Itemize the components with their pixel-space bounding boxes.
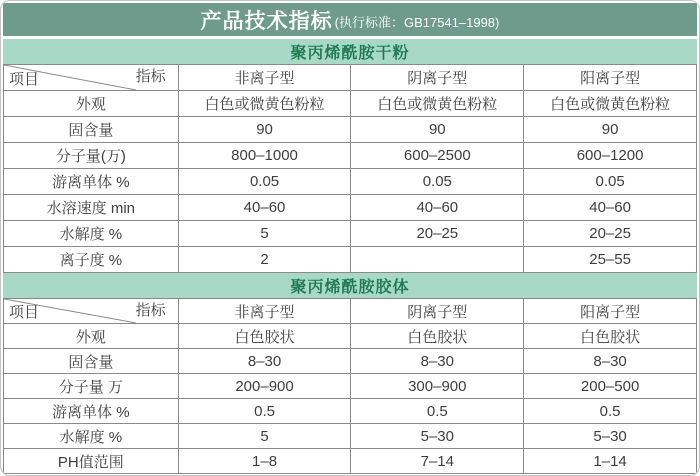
row-label: PH值范围 [4,449,179,474]
cell: 0.5 [351,399,524,424]
row-label: 游离单体 % [4,169,179,195]
row-label: 水解度 % [4,424,179,449]
table-header-row [4,65,697,91]
cell: 0.5 [524,399,697,424]
row-label: 水解度 % [4,221,179,247]
column-header-nonionic: 非离子型 [178,65,351,91]
cell: 0.05 [351,169,524,195]
table-row-hydrolysis [4,221,697,247]
table-row-appearance [4,91,697,117]
table-row-molecular-weight [4,374,697,399]
table-row-hydrolysis [4,424,697,449]
cell: 1–8 [178,449,351,474]
row-label: 外观 [4,324,179,349]
cell: 25–55 [524,247,697,273]
corner-indicator-label: 指标 [135,68,166,85]
row-label: 水溶速度 min [4,195,179,221]
column-header-cationic: 阳离子型 [524,65,697,91]
table-header-row [4,299,697,324]
spec-table-colloid [3,298,697,474]
cell: 800–1000 [178,143,351,169]
page-subtitle: (执行标准：GB17541–1998) [334,14,500,30]
cell: 0.05 [178,169,351,195]
cell: 白色胶状 [524,324,697,349]
row-label: 分子量(万) [4,143,179,169]
column-header-anionic: 阴离子型 [351,299,524,324]
corner-item-label: 项目 [9,304,40,321]
cell: 7–14 [351,449,524,474]
cell: 白色胶状 [351,324,524,349]
column-header-nonionic: 非离子型 [178,299,351,324]
row-label: 分子量 万 [4,374,179,399]
cell: 白色胶状 [178,324,351,349]
cell: 20–25 [351,221,524,247]
cell: 20–25 [524,221,697,247]
cell: 200–500 [524,374,697,399]
cell: 0.5 [178,399,351,424]
row-label: 固含量 [4,349,179,374]
row-label: 离子度 % [4,247,179,273]
cell: 白色或微黄色粉粒 [351,91,524,117]
page-title-bar [3,3,697,36]
cell: 8–30 [524,349,697,374]
table-row-solid-content [4,117,697,143]
corner-cell [4,65,179,91]
corner-indicator-label: 指标 [135,302,166,319]
cell: 8–30 [351,349,524,374]
table-row-free-monomer [4,169,697,195]
cell: 8–30 [178,349,351,374]
row-label: 固含量 [4,117,179,143]
page-title: 产品技术指标 [200,9,333,33]
cell: 40–60 [524,195,697,221]
cell: 白色或微黄色粉粒 [178,91,351,117]
cell: 600–1200 [524,143,697,169]
cell: 90 [524,117,697,143]
cell: 90 [178,117,351,143]
cell: 5 [178,424,351,449]
cell: 2 [178,247,351,273]
section-title-colloid: 聚丙烯酰胺胶体 [3,273,697,298]
cell: 5–30 [351,424,524,449]
table-row-ph-range [4,449,697,474]
table-row-solid-content [4,349,697,374]
column-header-cationic: 阳离子型 [524,299,697,324]
cell: 5 [178,221,351,247]
cell: 600–2500 [351,143,524,169]
cell: 40–60 [178,195,351,221]
row-label: 外观 [4,91,179,117]
corner-cell [4,299,179,324]
cell: 白色或微黄色粉粒 [524,91,697,117]
row-label: 游离单体 % [4,399,179,424]
table-row-appearance [4,324,697,349]
cell: 40–60 [351,195,524,221]
cell: 5–30 [524,424,697,449]
spec-table-dry-powder [3,64,697,273]
cell: 90 [351,117,524,143]
table-row-dissolve-speed [4,195,697,221]
cell: 1–14 [524,449,697,474]
cell: 0.05 [524,169,697,195]
cell [351,247,524,273]
table-row-molecular-weight [4,143,697,169]
column-header-anionic: 阴离子型 [351,65,524,91]
cell: 200–900 [178,374,351,399]
table-row-ionic-degree [4,247,697,273]
table-row-free-monomer [4,399,697,424]
section-title-dry-powder: 聚丙烯酰胺干粉 [3,39,697,64]
cell: 300–900 [351,374,524,399]
corner-item-label: 项目 [9,71,40,88]
